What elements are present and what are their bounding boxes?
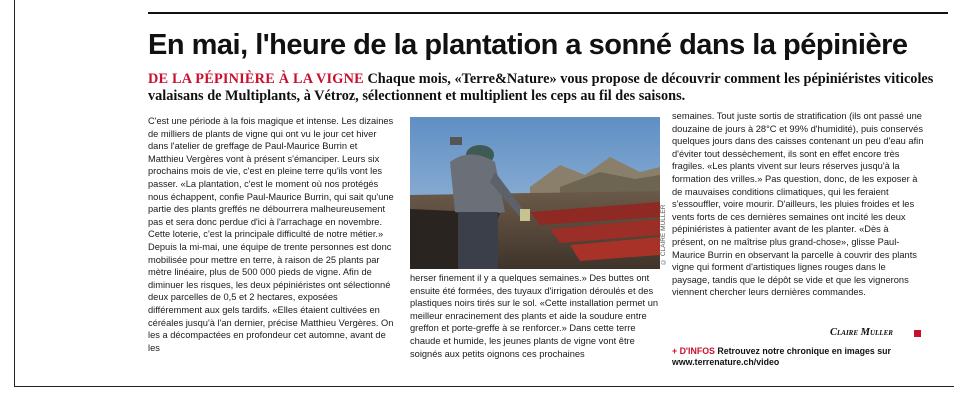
infos-text[interactable]: Retrouvez notre chronique en images sur www.terrenature.ch/video [672, 346, 891, 367]
column-1: C'est une période à la fois magique et intense. Les dizaines de milliers de plants de vigne qui ont vu le jour cet hiver dans l'atelier de greffage de Paul-Maurice Burrin et Matthieu Vergères vont à présent s'émanciper. Leurs six prochains mois de vie, c'est en pleine terre qu'ils vont les passer. «La plantation, c'est le moment où nos protégés nous échappent, confie Paul-Maurice Burrin, qui sait qu'une partie des plants greffés ne débourrera malheureusement pas et sera donc perdue d'ici à l'arrachage en novembre. Cette loterie, c'est la principale difficulté de notre métier.» Depuis la mi-mai, une équipe de trente personnes est donc mobilisée pour mettre en terre, à raison de 25 plants par mètre linéaire, plus de 500 000 pieds de vigne. Afin de diminuer les risques, les deux pépiniéristes ont sélectionné deux parcelles de 0,5 et 2 hectares, exposées différemment aux gels tardifs. «Elles étaient cultivées en céréales jusqu'à l'an dernier, précise Matthieu Vergères. On les a décompactées en profondeur cet automne, avant de les [148, 116, 394, 353]
deck-text: Chaque mois, «Terre&Nature» vous propose de découvrir comment les pépiniéristes viticoles valaisans de Multiplants, à Vétroz, sélectionnent et multiplient les ceps au fil des saisons. [148, 71, 934, 104]
top-rule [148, 12, 948, 14]
photo-vineyard-planting [410, 117, 660, 269]
headline: En mai, l'heure de la plantation a sonné dans la pépinière [148, 29, 908, 61]
infos-label: + D'INFOS [672, 346, 715, 356]
column-3: semaines. Tout juste sortis de stratification (ils ont passé une douzaine de jours à 28°C et 99% d'humidité), puis conservés quelques jours dans des caisses contenant un peu d'eau afin d'éviter tout dessèchement, ils sont en effet encore très fragiles. «Les plants vivent sur leurs réserves jusqu'à la formation des vrilles.» Pas question, donc, de les exposer à de mauvaises conditions climatiques, qui les feraient s'essouffler, voire mourir. D'ailleurs, les pluies froides et les vents forts de ces dernières semaines ont incité les deux pépiniéristes à patienter avant de les planter. «Dès à présent, on ne maîtrise plus grand-chose», glisse Paul-Maurice Burrin en observant la parcelle à couvrir des plants vigne qui forment d'artistiques lignes rouges dans le paysage, tandis que le dépôt se vide et que les vignerons viennent chercher leurs dernières commandes. [672, 111, 924, 298]
deck [148, 71, 938, 105]
byline: Claire Muller [830, 327, 893, 338]
kicker: DE LA PÉPINIÈRE À LA VIGNE [148, 71, 364, 87]
photo-credit: © CLAIRE MULLER [660, 204, 667, 265]
frame-left-rule [14, 0, 15, 387]
byline-square-icon [914, 330, 921, 337]
photo-illustration [410, 117, 660, 269]
column-2: herser finement il y a quelques semaines.» Des buttes ont ensuite été formées, des tuyaux d'irrigation déroulés et des plastiques noirs tirés sur le sol. «Cette installation permet un meilleur enracinement des plants et aide la soudure entre greffon et porte-greffe à se renforcer.» Dans cette terre chaude et humide, les jeunes plants de vigne vont être soignés aux petits oignons ces prochaines [410, 273, 659, 359]
frame-bottom-rule [14, 386, 954, 387]
infos-box [672, 346, 932, 368]
